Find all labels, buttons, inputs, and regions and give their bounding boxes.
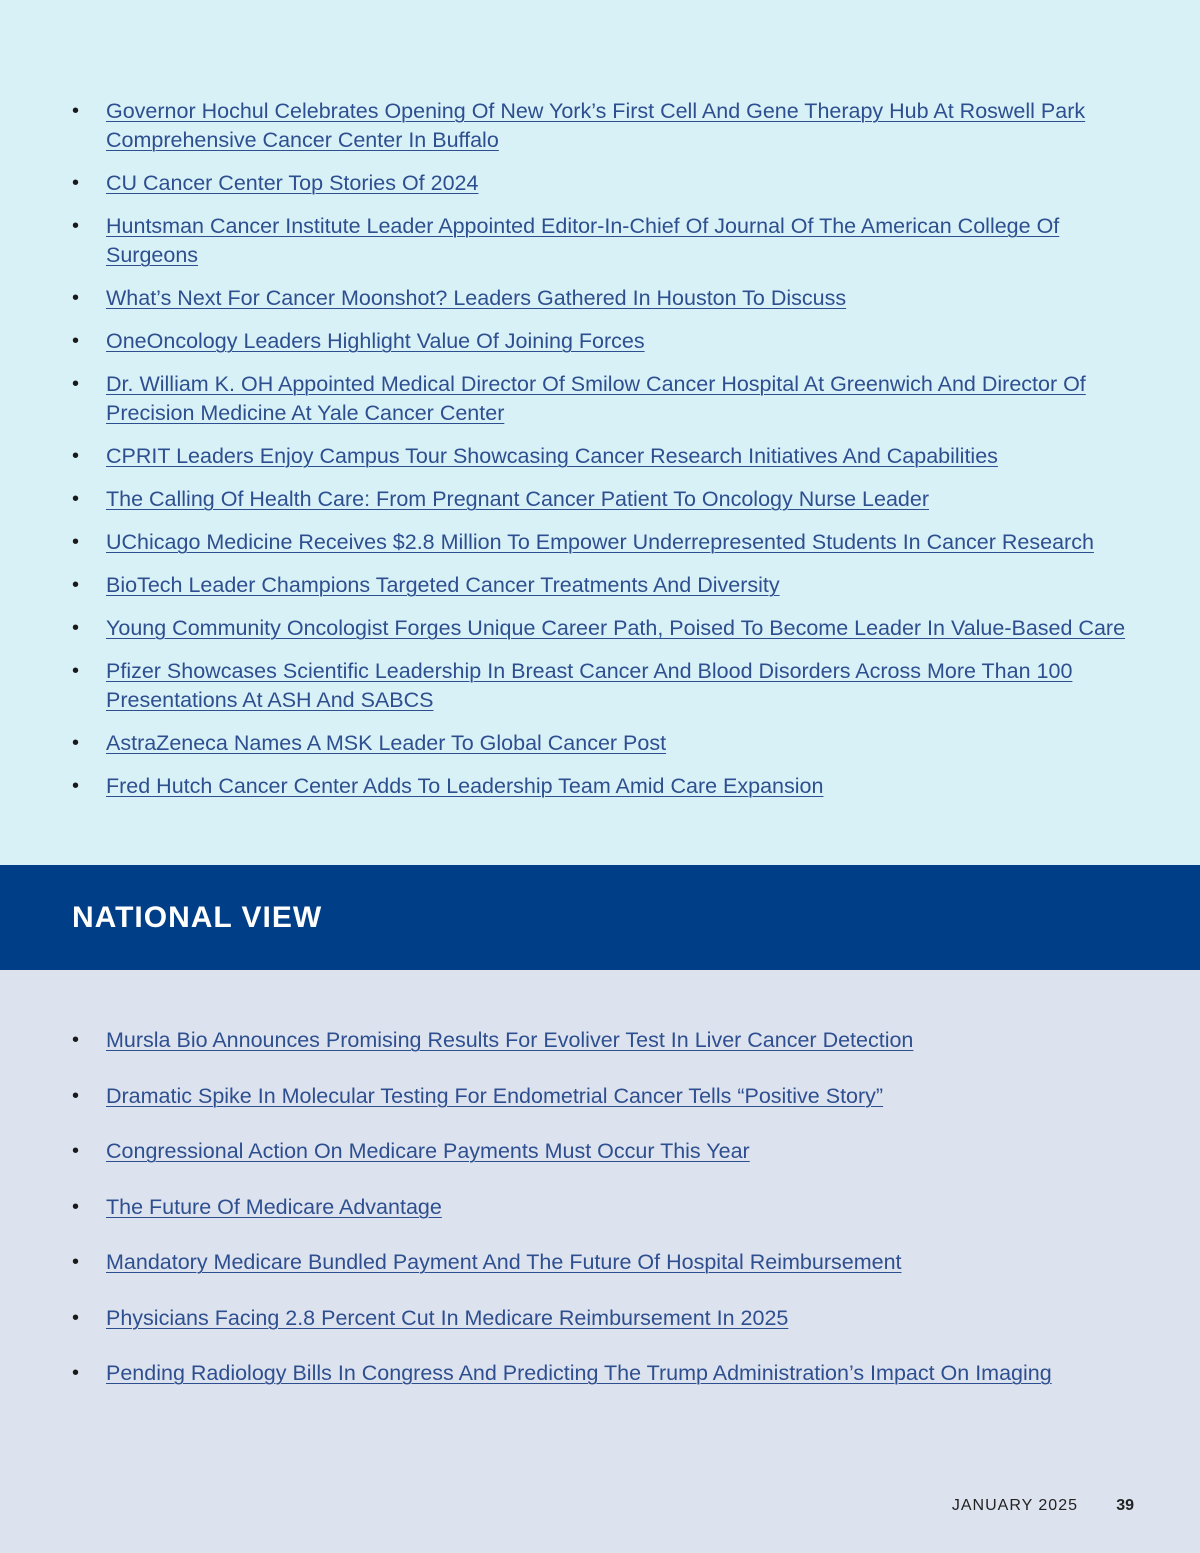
article-link[interactable]: The Calling Of Health Care: From Pregnant Cancer Patient To Oncology Nurse Leader (106, 487, 929, 511)
article-link[interactable]: AstraZeneca Names A MSK Leader To Global Cancer Post (106, 731, 667, 755)
section-title: NATIONAL VIEW (72, 901, 323, 934)
leadership-news-list (72, 98, 1132, 816)
list-item (72, 658, 1132, 716)
list-item (72, 730, 1132, 759)
article-link[interactable]: Pfizer Showcases Scientific Leadership In Breast Cancer And Blood Disorders Across More Than 100 Presentations At ASH And SABCS (106, 659, 1073, 712)
list-item (72, 529, 1132, 558)
article-link[interactable]: CPRIT Leaders Enjoy Campus Tour Showcasing Cancer Research Initiatives And Capabilities (106, 444, 998, 468)
article-link[interactable]: Pending Radiology Bills In Congress And Predicting The Trump Administration’s Impact On Imaging (106, 1361, 1052, 1385)
page-footer (0, 1497, 1200, 1519)
article-link[interactable]: UChicago Medicine Receives $2.8 Million To Empower Underrepresented Students In Cancer Research (106, 530, 1094, 554)
article-link[interactable]: Huntsman Cancer Institute Leader Appointed Editor-In-Chief Of Journal Of The American College Of Surgeons (106, 214, 1060, 267)
article-link[interactable]: Fred Hutch Cancer Center Adds To Leadership Team Amid Care Expansion (106, 774, 824, 798)
article-link[interactable]: CU Cancer Center Top Stories Of 2024 (106, 171, 479, 195)
list-item (72, 285, 1132, 314)
list-item (72, 1360, 1132, 1389)
article-link[interactable]: Dramatic Spike In Molecular Testing For Endometrial Cancer Tells “Positive Story” (106, 1083, 884, 1108)
list-item (72, 1194, 1132, 1223)
article-link[interactable]: OneOncology Leaders Highlight Value Of Joining Forces (106, 329, 645, 353)
list-item (72, 486, 1132, 515)
article-link[interactable]: Physicians Facing 2.8 Percent Cut In Medicare Reimbursement In 2025 (106, 1305, 789, 1330)
list-item (72, 371, 1132, 429)
article-link[interactable]: The Future Of Medicare Advantage (106, 1194, 442, 1219)
list-item (72, 572, 1132, 601)
list-item (72, 170, 1132, 199)
page-number: 39 (1116, 1497, 1134, 1514)
article-link[interactable]: BioTech Leader Champions Targeted Cancer Treatments And Diversity (106, 573, 780, 597)
list-item (72, 1083, 1132, 1112)
article-link[interactable]: Congressional Action On Medicare Payments Must Occur This Year (106, 1139, 750, 1163)
article-link[interactable]: Mursla Bio Announces Promising Results For Evoliver Test In Liver Cancer Detection (106, 1028, 914, 1052)
list-item (72, 773, 1132, 802)
list-item (72, 1138, 1132, 1167)
list-item (72, 98, 1132, 156)
list-item (72, 1249, 1132, 1278)
national-view-banner (0, 865, 1200, 970)
list-item (72, 1027, 1132, 1056)
list-item (72, 615, 1132, 644)
issue-date: JANUARY 2025 (951, 1497, 1078, 1514)
article-link[interactable]: Dr. William K. OH Appointed Medical Director Of Smilow Cancer Hospital At Greenwich And Director Of Precision Medicine At Yale Cancer Center (106, 372, 1086, 425)
list-item (72, 213, 1132, 271)
list-item (72, 1305, 1132, 1334)
national-view-list (72, 1027, 1132, 1416)
article-link[interactable]: What’s Next For Cancer Moonshot? Leaders Gathered In Houston To Discuss (106, 286, 847, 310)
article-link[interactable]: Governor Hochul Celebrates Opening Of New York’s First Cell And Gene Therapy Hub At Roswell Park Comprehensive Cancer Center In Buffalo (106, 99, 1086, 152)
list-item (72, 328, 1132, 357)
article-link[interactable]: Mandatory Medicare Bundled Payment And The Future Of Hospital Reimbursement (106, 1250, 902, 1274)
list-item (72, 443, 1132, 472)
article-link[interactable]: Young Community Oncologist Forges Unique Career Path, Poised To Become Leader In Value-Based Care (106, 616, 1126, 640)
